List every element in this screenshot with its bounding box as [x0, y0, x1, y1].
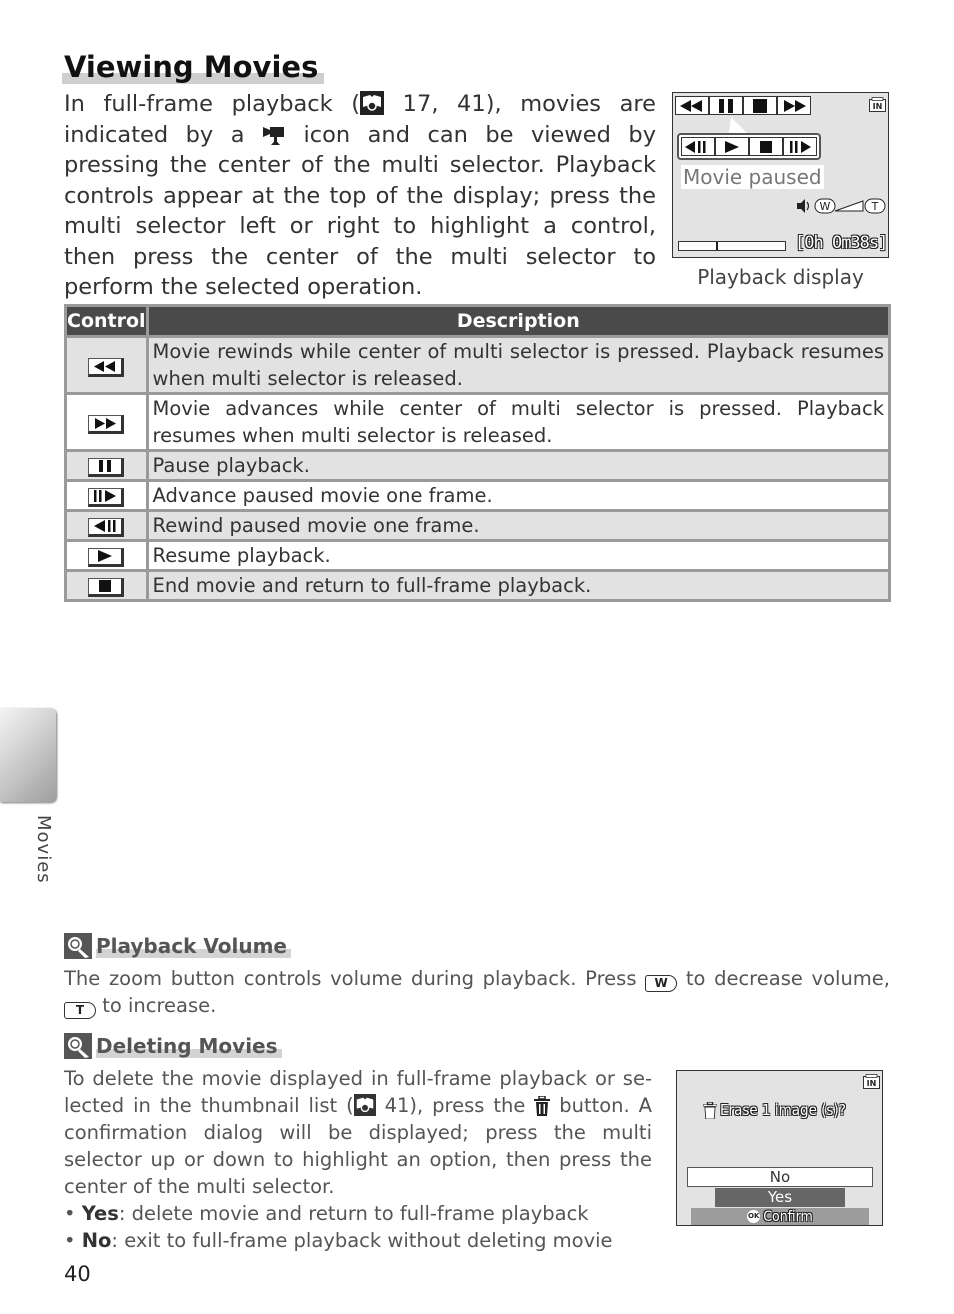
option-yes[interactable]: Yes: [715, 1188, 845, 1207]
erase-question: [703, 1101, 846, 1119]
screen-caption: Playback display: [697, 265, 864, 289]
svg-text:IN: IN: [872, 102, 883, 111]
elapsed-time: [0h 0m38s]: [795, 233, 888, 253]
bullet-no: • No: exit to full-frame playback without deleting movie: [64, 1229, 613, 1252]
play-icon: [715, 137, 749, 156]
control-cell: [67, 482, 149, 509]
rewind-icon: [88, 358, 124, 377]
description-cell: End movie and return to full-frame playback.: [149, 572, 888, 599]
description-cell: Pause playback.: [149, 452, 888, 479]
trash-icon: [534, 1096, 550, 1116]
table-row: [67, 482, 888, 509]
intro-text-2: 17, 41), movies are indicated by a: [64, 91, 657, 148]
delete-text-1: To delete the movie displayed in full-frame playback or se-lected in the thumbnail list (: [64, 1067, 652, 1117]
playback-volume-title: Playback Volume: [96, 934, 291, 958]
table-row: [67, 572, 888, 599]
control-cell: [67, 512, 149, 539]
control-table: [64, 304, 891, 602]
delete-text-3: button. A confirmation dialog will be displayed; press the multi selector up or down to highlight an option, then press the center of the multi selector.: [64, 1094, 652, 1198]
bullet-yes-text: : delete movie and return to full-frame playback: [118, 1202, 589, 1225]
intro-text-1: In full-frame playback (: [64, 91, 361, 117]
bullet-no-term: No: [81, 1229, 112, 1252]
paused-control-bar: [677, 133, 821, 160]
zoom-t-key-icon: T: [64, 1002, 96, 1019]
rewind-icon: [675, 96, 709, 115]
description-cell: Advance paused movie one frame.: [149, 482, 888, 509]
note-icon: [64, 933, 92, 959]
stop-icon: [743, 96, 777, 115]
frame-advance-icon: [88, 488, 124, 507]
delete-text-2: 41), press the: [375, 1094, 535, 1117]
play-icon: [88, 548, 124, 567]
table-row: [67, 395, 888, 449]
option-no[interactable]: No: [687, 1167, 873, 1187]
page-number: 40: [64, 1262, 91, 1286]
playback-display-screen: [672, 92, 889, 258]
deleting-movies-text: [64, 1065, 652, 1200]
movie-status: Movie paused: [683, 165, 822, 189]
frame-rewind-icon: [681, 137, 715, 156]
frame-rewind-icon: [88, 518, 124, 537]
chapter-tab: [0, 708, 56, 802]
reference-icon: [354, 1094, 376, 1116]
control-cell: [67, 572, 149, 599]
volume-text-2: to decrease volume,: [677, 967, 890, 990]
ok-button-icon: OK: [747, 1210, 760, 1223]
description-cell: Rewind paused movie one frame.: [149, 512, 888, 539]
column-header-control: Control: [67, 307, 149, 335]
volume-text-1: The zoom button controls volume during playback. Press: [64, 967, 646, 990]
deleting-movies-body: [64, 1065, 652, 1254]
reference-icon: [360, 91, 384, 115]
zoom-w-key-icon: W: [645, 975, 677, 992]
page-title: Viewing Movies: [62, 50, 324, 84]
column-header-description: Description: [149, 307, 888, 335]
pause-icon: [88, 458, 124, 477]
fast-forward-icon: [777, 96, 811, 115]
table-header-row: [67, 307, 888, 335]
erase-question-text: Erase 1 image (s)?: [720, 1101, 846, 1119]
top-control-bar: [675, 96, 811, 115]
svg-text:W: W: [819, 200, 831, 213]
deleting-movies-title: Deleting Movies: [96, 1034, 282, 1058]
stop-icon: [88, 578, 124, 597]
deleting-movies-heading: [64, 1033, 282, 1059]
chapter-label-text: Movies: [33, 815, 54, 884]
pause-icon: [709, 96, 743, 115]
control-cell: [67, 542, 149, 569]
svg-text:T: T: [871, 200, 879, 213]
fast-forward-icon: [88, 415, 124, 434]
description-cell: Resume playback.: [149, 542, 888, 569]
playback-volume-text: [64, 965, 890, 1019]
table-row: [67, 338, 888, 392]
control-cell: [67, 338, 149, 392]
control-cell: [67, 452, 149, 479]
movie-icon: [262, 124, 286, 146]
elapsed-time-value: 0h 0m38s: [804, 233, 879, 253]
description-cell: Movie rewinds while center of multi selector is pressed. Playback resumes when multi selector is released.: [149, 338, 888, 392]
internal-memory-icon: [869, 97, 886, 112]
stop-icon: [749, 137, 783, 156]
intro-text-3: icon and can be viewed by pressing the center of the multi selector. Playback controls appear at the top of the display; press the multi selector left or right to highlight a control, then press the center of the multi selector to perform the selected operation.: [64, 121, 657, 300]
progress-marker: [716, 242, 718, 250]
frame-advance-icon: [783, 137, 817, 156]
playback-volume-heading: [64, 933, 291, 959]
confirm-hint: [691, 1208, 869, 1225]
table-row: [67, 452, 888, 479]
confirmation-screen: [676, 1070, 883, 1226]
table-row: [67, 542, 888, 569]
bullet-yes-term: Yes: [81, 1202, 119, 1225]
svg-text:IN: IN: [866, 1079, 877, 1088]
control-cell: [67, 395, 149, 449]
intro-paragraph: [64, 89, 656, 303]
internal-memory-icon: [863, 1074, 880, 1089]
progress-bar: [678, 241, 786, 251]
chapter-label: [32, 815, 54, 885]
bullet-no-text: : exit to full-frame playback without deleting movie: [111, 1229, 613, 1252]
confirm-label: Confirm: [763, 1208, 813, 1225]
trash-icon: [703, 1102, 717, 1119]
description-cell: Movie advances while center of multi selector is pressed. Playback resumes when multi selector is released.: [149, 395, 888, 449]
volume-text-3: to increase.: [96, 994, 217, 1017]
pointer-icon: [729, 117, 749, 133]
note-icon: [64, 1033, 92, 1059]
table-row: [67, 512, 888, 539]
page-title-wrap: [62, 50, 324, 84]
volume-indicator: [795, 197, 887, 215]
speaker-icon: [797, 199, 805, 213]
bullet-yes: • Yes: delete movie and return to full-frame playback: [64, 1202, 589, 1225]
